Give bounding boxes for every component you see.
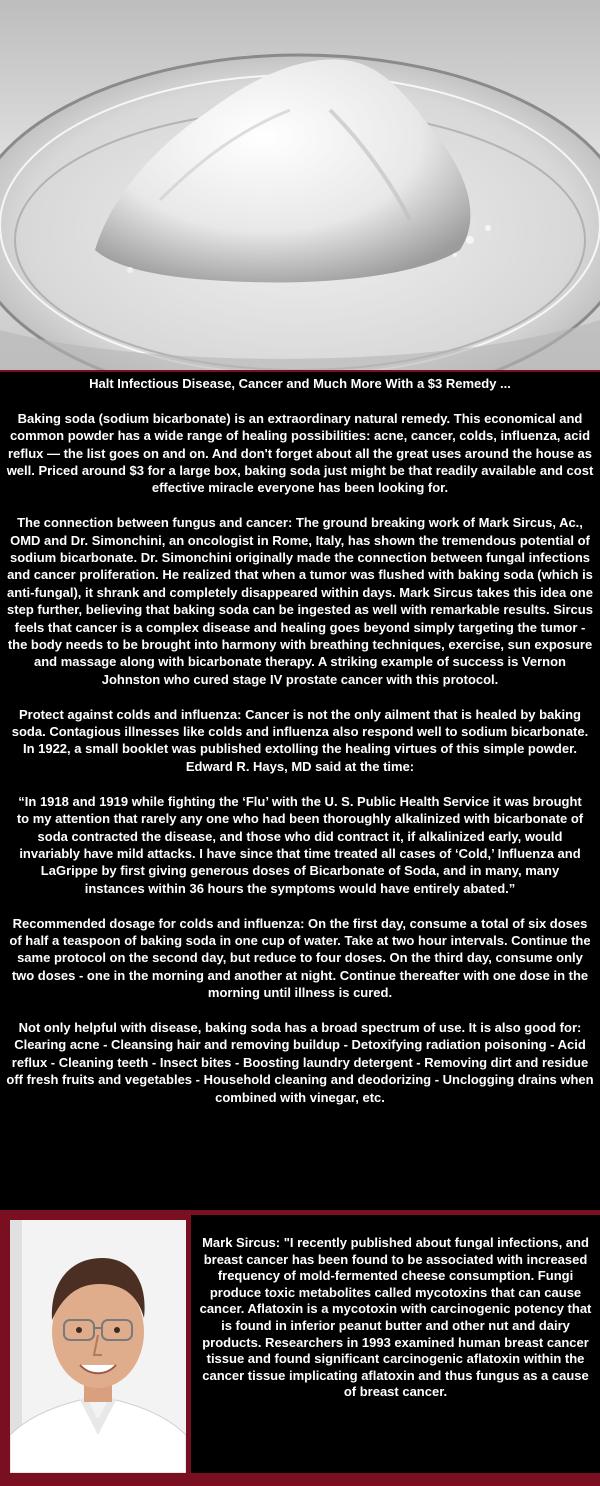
baking-soda-dish-image [0, 0, 600, 370]
uses-paragraph: Not only helpful with disease, baking soda has a broad spectrum of use. It is also good for: Clearing acne - Cleansing hair and removing buildup - Detoxifying radiation poisoning - Acid reflux - Cleaning teeth - Insect bites - Boosting laundry detergent - Removing dirt and residue off fresh fruits and vegetables - Household cleaning and deodorizing - Unclogging drains when combined with vinegar, etc. [6, 1019, 594, 1105]
portrait-image [10, 1220, 186, 1473]
sircus-quote-text: Mark Sircus: "I recently published about fungal infections, and breast cancer has been found to be associated with increased frequency of mold-fermented cheese consumption. Fungi produce toxic metabolites called mycotoxins that can cause cancer. Aflatoxin is a mycotoxin with carcinogenic potency that is found in inferior peanut butter and other nut and dairy products. Researchers in 1993 examined human breast cancer tissue and found significant carcinogenic aflatoxin within the cancer tissue implicating aflatoxin and thus fungus as a cause of breast cancer. [199, 1235, 592, 1400]
bio-section [0, 1215, 600, 1479]
intro-paragraph: Baking soda (sodium bicarbonate) is an extraordinary natural remedy. This economical and common powder has a wide range of healing possibilities: acne, cancer, colds, influenza, acid reflux — the list goes on and on. And don't forget about all the great uses around the house as well. Priced around $3 for a large box, baking soda just might be that readily available and cost effective miracle everyone has been looking for. [6, 410, 594, 496]
sircus-quote-panel [191, 1215, 600, 1473]
article-panel [0, 372, 600, 1210]
colds-influenza-paragraph: Protect against colds and influenza: Cancer is not the only ailment that is healed by baking soda. Contagious illnesses like colds and influenza also respond well to sodium bicarbonate. In 1922, a small booklet was published extolling the healing virtues of this simple powder. Edward R. Hays, MD said at the time: [11, 706, 589, 774]
baking-soda-photo [0, 0, 600, 370]
article-headline: Halt Infectious Disease, Cancer and Much More With a $3 Remedy ... [89, 376, 511, 391]
dosage-paragraph: Recommended dosage for colds and influenza: On the first day, consume a total of six doses of half a teaspoon of baking soda in one cup of water. Take at two hour intervals. Continue the same protocol on the second day, but reduce to four doses. On the third day, consume only two doses - one in the morning and another at night. Continue thereafter with one dose in the morning until illness is cured. [9, 915, 591, 1001]
hays-quote: “In 1918 and 1919 while fighting the ‘Flu’ with the U. S. Public Health Service it was brought to my attention that rarely any one who had been thoroughly alkalinized with bicarbonate of soda contracted the disease, and those who did contract it, if alkalinized early, would invariably have mild attacks. I have since that time treated all cases of ‘Cold,’ Influenza and LaGrippe by first giving generous doses of Bicarbonate of Soda, and in many, many instances within 36 hours the symptoms would have entirely abated.” [16, 793, 584, 896]
fungus-cancer-paragraph: The connection between fungus and cancer: The ground breaking work of Mark Sircus, Ac., OMD and Dr. Simonchini, an oncologist in Rome, Italy, has shown the tremendous potential of sodium bicarbonate. Dr. Simonchini originally made the connection between fungal infections and cancer proliferation. He realized that when a tumor was flushed with baking soda (which is anti-fungal), it shrank and completely disappeared within days. Mark Sircus takes this idea one step further, believing that baking soda can be ingested as well with remarkable results. Sircus feels that cancer is a complex disease and healing goes beyond simply targeting the tumor - the body needs to be brought into harmony with breathing techniques, exercise, sun exposure and massage along with bicarbonate therapy. A striking example of success is Vernon Johnston who cured stage IV prostate cancer with this protocol. [7, 515, 593, 687]
mark-sircus-portrait [10, 1220, 186, 1473]
